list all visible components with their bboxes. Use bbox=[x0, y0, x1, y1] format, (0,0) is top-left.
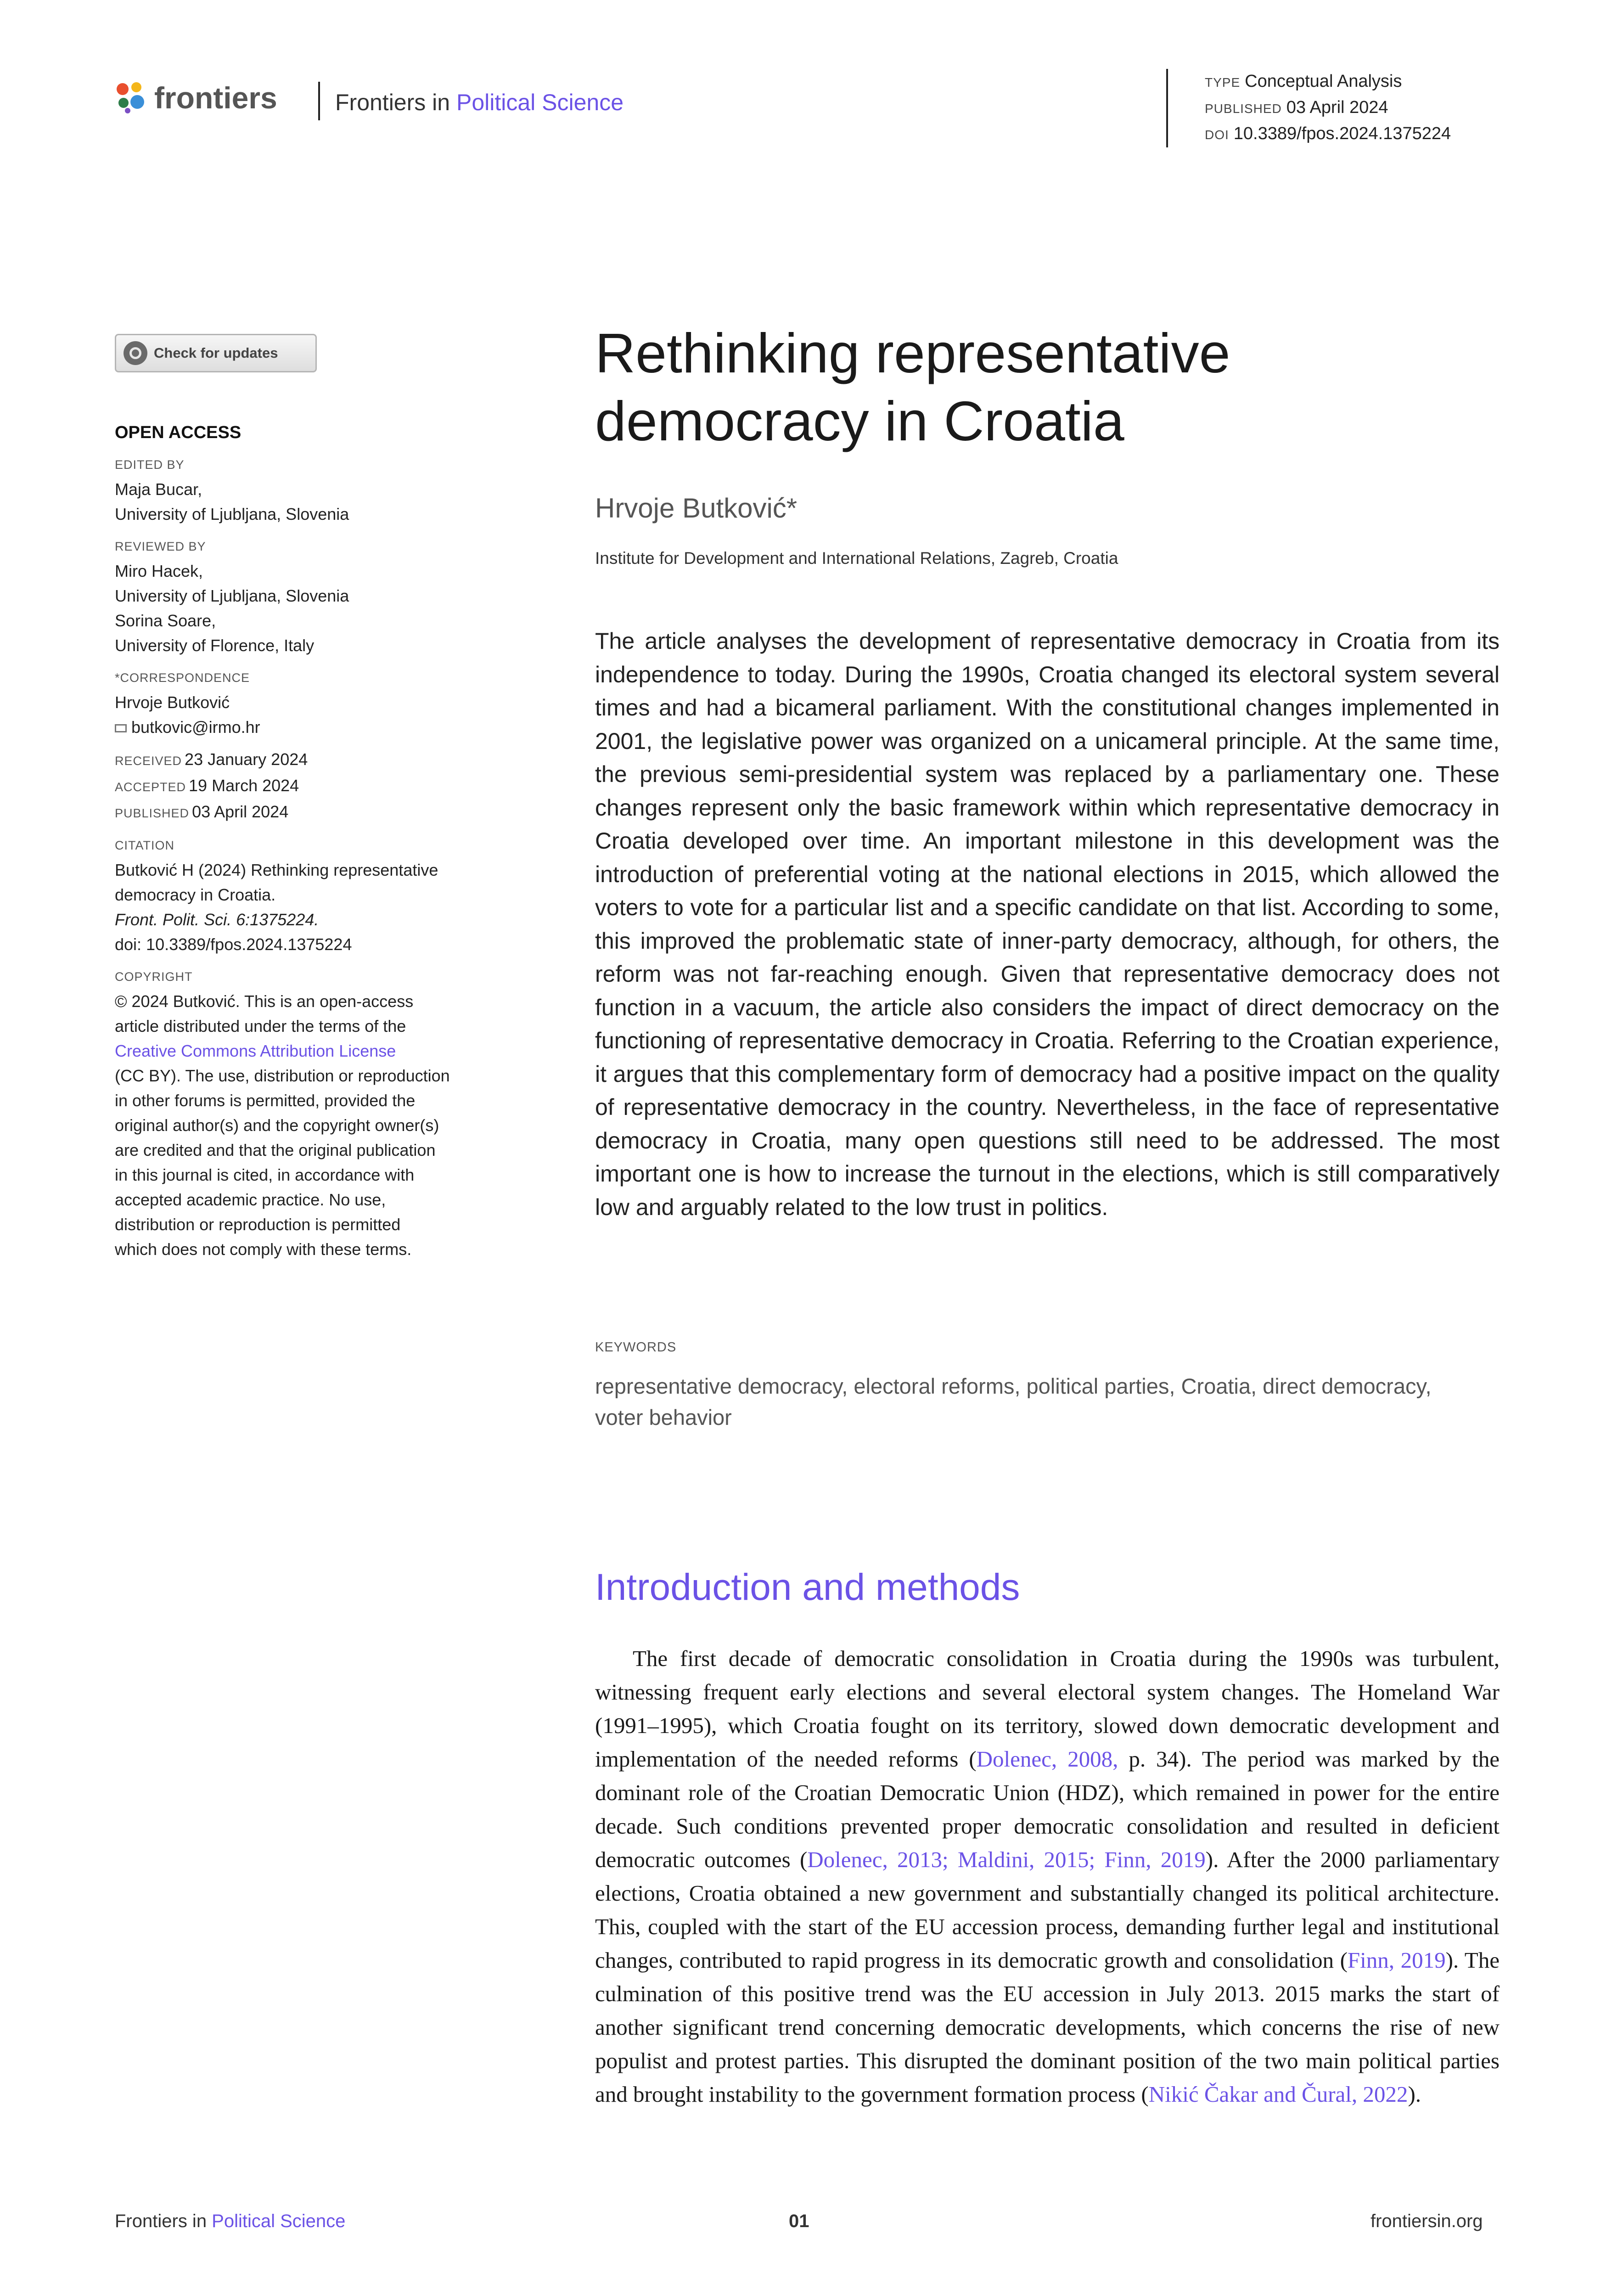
frontiers-logo[interactable] bbox=[115, 80, 277, 115]
intro-paragraph bbox=[595, 1642, 1500, 2111]
journal-name[interactable] bbox=[335, 89, 624, 116]
received-label: RECEIVED bbox=[115, 754, 182, 768]
correspondence-email-row bbox=[115, 715, 450, 740]
citation-doi[interactable]: doi: 10.3389/fpos.2024.1375224 bbox=[115, 935, 352, 954]
refresh-icon bbox=[124, 341, 147, 365]
author-name[interactable]: Hrvoje Butković* bbox=[595, 493, 798, 523]
article-meta bbox=[1166, 69, 1451, 147]
page-number: 01 bbox=[789, 2211, 809, 2231]
correspondence-email[interactable]: butkovic@irmo.hr bbox=[131, 718, 260, 737]
copyright-line: in other forums is permitted, provided the bbox=[115, 1091, 416, 1110]
accepted-label: ACCEPTED bbox=[115, 780, 186, 794]
copyright-line: which does not comply with these terms. bbox=[115, 1240, 412, 1259]
abstract: The article analyses the development of representative democracy in Croatia from its independence to today. During the 1990s, Croatia changed its electoral system several times and had a bicameral parliament. With the constitutional changes implemented in 2001, the legislative power was organized on a unicameral principle. At the same time, the previous semi-presidential system was replaced by a parliamentary one. These changes represent only the basic framework within which representative democracy in Croatia developed over time. An important milestone in this development was the introduction of preferential voting at the national elections in 2015, which allowed the voters to vote for a particular list and a specific candidate on that list. According to some, this improved the problematic state of inner-party democracy, although, for others, the reform was not far-reaching enough. Given that representative democracy does not function in a vacuum, the article also considers the impact of direct democracy on the functioning of representative democracy in Croatia. Referring to the Croatian experience, it argues that this complementary form of democracy had a positive impact on the quality of representative democracy in the country. Nevertheless, in the face of representative democracy in Croatia, many open questions still need to be addressed. The most important one is how to increase the turnout in the elections, which is still comparatively low and arguably related to the low trust in politics. bbox=[595, 628, 1500, 1220]
published-value: 03 April 2024 bbox=[192, 802, 289, 821]
open-access-heading: OPEN ACCESS bbox=[115, 423, 242, 442]
cc-license-link[interactable]: Creative Commons Attribution License bbox=[115, 1041, 396, 1060]
intro-text: ). After the 2000 parliamentary elections, Croatia obtained a new government and substantially changed its political architecture. This, coupled with the start of the EU accession process, demanding further legal and institutional changes, contributed to rapid progress in its democratic growth and consolidation ( bbox=[595, 1847, 1500, 1973]
reviewer-affiliation: University of Ljubljana, Slovenia bbox=[115, 586, 349, 605]
meta-doi-value[interactable]: 10.3389/fpos.2024.1375224 bbox=[1233, 124, 1451, 143]
citation-line: democracy in Croatia. bbox=[115, 885, 276, 904]
copyright-line: © 2024 Butković. This is an open-access bbox=[115, 992, 414, 1011]
citation-line: Front. Polit. Sci. 6:1375224. bbox=[115, 910, 319, 929]
published-row bbox=[115, 799, 450, 826]
footer-journal[interactable] bbox=[115, 2211, 345, 2232]
meta-doi bbox=[1205, 121, 1451, 147]
mail-icon bbox=[115, 724, 127, 732]
correspondence-label: *CORRESPONDENCE bbox=[115, 671, 250, 685]
copyright-line: (CC BY). The use, distribution or reproduction bbox=[115, 1066, 450, 1085]
copyright-line: article distributed under the terms of the bbox=[115, 1017, 406, 1035]
intro-text: The first decade of democratic consolidation in Croatia during the 1990s was turbulent, witnessing frequent early elections and several electoral system changes. The Homeland War (1991–1995), which Croatia fought on its territory, slowed down democratic development and implementation of the needed reforms ( bbox=[595, 1646, 1500, 1772]
citation-link[interactable]: Finn, 2019 bbox=[1347, 1947, 1446, 1973]
accepted-row bbox=[115, 773, 450, 799]
journal-prefix: Frontiers in bbox=[335, 90, 456, 115]
copyright-label: COPYRIGHT bbox=[115, 970, 193, 984]
received-row bbox=[115, 747, 450, 773]
frontiers-logo-icon bbox=[115, 81, 148, 114]
citation-link[interactable]: Dolenec, 2008, bbox=[976, 1746, 1118, 1772]
journal-field: Political Science bbox=[456, 90, 624, 115]
reviewer-affiliation: University of Florence, Italy bbox=[115, 636, 315, 655]
reviewer-name: Miro Hacek, bbox=[115, 562, 203, 580]
citation-link[interactable]: Dolenec, 2013; Maldini, 2015; Finn, 2019 bbox=[807, 1847, 1206, 1872]
footer-site-link[interactable]: frontiersin.org bbox=[1371, 2211, 1483, 2231]
intro-text: p. 34). The period was marked by the dominant role of the Croatian Democratic Union (HDZ), which remained in power for the entire decade. Such conditions prevented proper democratic consolidation and resulted in deficient democratic outcomes ( bbox=[595, 1746, 1500, 1872]
editor-name: Maja Bucar, bbox=[115, 480, 202, 499]
copyright-line: accepted academic practice. No use, bbox=[115, 1190, 386, 1209]
reviewer-name: Sorina Soare, bbox=[115, 611, 216, 630]
check-for-updates-button[interactable] bbox=[115, 334, 317, 372]
logo-text: frontiers bbox=[154, 81, 277, 115]
author-affiliation: Institute for Development and International Relations, Zagreb, Croatia bbox=[595, 549, 1118, 568]
header-divider bbox=[318, 82, 320, 120]
citation-label: CITATION bbox=[115, 838, 174, 852]
meta-doi-label: DOI bbox=[1205, 128, 1229, 142]
meta-type-label: TYPE bbox=[1205, 75, 1241, 90]
copyright-line: are credited and that the original publication bbox=[115, 1141, 436, 1159]
footer-journal-prefix: Frontiers in bbox=[115, 2211, 212, 2231]
accepted-value: 19 March 2024 bbox=[189, 776, 299, 795]
meta-published bbox=[1205, 95, 1451, 121]
keywords-label: KEYWORDS bbox=[595, 1340, 677, 1355]
check-for-updates-label: Check for updates bbox=[154, 345, 278, 361]
citation-line: Butković H (2024) Rethinking representative bbox=[115, 861, 438, 879]
keywords: representative democracy, electoral reforms, political parties, Croatia, direct democracy, voter behavior bbox=[595, 1374, 1432, 1429]
citation-link[interactable]: Nikić Čakar and Čural, 2022 bbox=[1148, 2082, 1408, 2107]
copyright-line: original author(s) and the copyright owner(s) bbox=[115, 1116, 439, 1135]
correspondence-name: Hrvoje Butković bbox=[115, 693, 230, 712]
copyright-line: distribution or reproduction is permitted bbox=[115, 1215, 401, 1234]
intro-text: ). The culmination of this positive trend was the EU accession in July 2013. 2015 marks the start of another significant trend concerning democratic developments, which concerns the rise of new populist and protest parties. This disrupted the dominant position of the two main political parties and brought instability to the government formation process ( bbox=[595, 1947, 1500, 2107]
meta-published-value: 03 April 2024 bbox=[1286, 98, 1388, 117]
intro-text: ). bbox=[1408, 2082, 1421, 2107]
editor-affiliation: University of Ljubljana, Slovenia bbox=[115, 505, 349, 523]
reviewed-by-label: REVIEWED BY bbox=[115, 540, 206, 553]
published-label: PUBLISHED bbox=[115, 806, 190, 820]
received-value: 23 January 2024 bbox=[185, 750, 308, 769]
meta-type bbox=[1205, 69, 1451, 95]
meta-type-value: Conceptual Analysis bbox=[1245, 72, 1402, 91]
footer-journal-field: Political Science bbox=[212, 2211, 346, 2231]
meta-published-label: PUBLISHED bbox=[1205, 101, 1282, 116]
edited-by-label: EDITED BY bbox=[115, 458, 185, 472]
article-title: Rethinking representative democracy in Croatia bbox=[595, 322, 1230, 452]
section-heading: Introduction and methods bbox=[595, 1566, 1020, 1608]
sidebar bbox=[115, 420, 450, 1262]
copyright-line: in this journal is cited, in accordance with bbox=[115, 1165, 415, 1184]
